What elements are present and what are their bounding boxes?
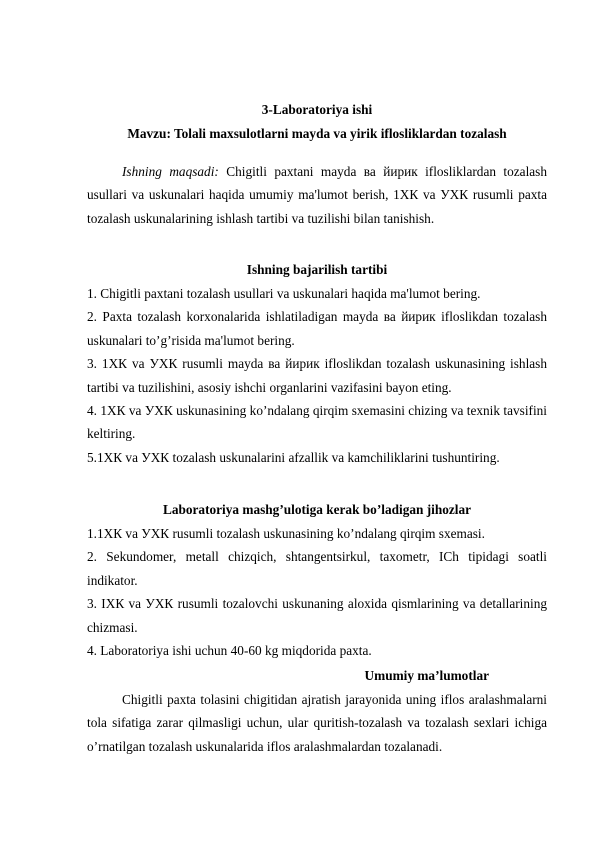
lab-title: 3-Laboratoriya ishi [261, 102, 373, 117]
general-paragraph: Chigitli paxta tolasini chigitidan ajratish jarayonida uning iflos aralashmalarni tola sifatiga zarar qilmasligi uchun, ular quritish-tozalash va tozalash sexlari ichiga o’rnatilgan tozalash uskunalarida iflos aralashmalardan tozalanadi. [87, 692, 547, 754]
equipment-item: 1.1ХК va УХК rusumli tozalash uskunasining ko’ndalang qirqim sxemasi. [87, 526, 485, 541]
procedure-item: 1. Chigitli paxtani tozalash usullari va uskunalari haqida ma'lumot bering. [87, 286, 481, 301]
purpose-paragraph [87, 160, 547, 230]
topic-line: Mavzu: Tolali maxsulotlarni mayda va yirik iflosliklardan tozalash [127, 126, 507, 141]
equipment-heading: Laboratoriya mashg’ulotiga kerak bo’ladigan jihozlar [162, 502, 472, 517]
general-heading: Umumiy ma’lumotlar [364, 668, 489, 683]
equipment-item: 4. Laboratoriya ishi uchun 40-60 kg miqdorida paxta. [87, 643, 372, 659]
procedure-list [87, 282, 547, 469]
equipment-list [87, 522, 547, 662]
equipment-item: 3. IХК va УХК rusumli tozalovchi uskunaning aloxida qismlarining va detallarining chizmasi. [87, 596, 547, 635]
procedure-item: 2. Paxta tozalash korxonalarida ishlatiladigan mayda ва йирик ifloslikdan tozalash uskunalari to’g’risida ma'lumot bering. [87, 309, 547, 348]
purpose-text: Chigitli paxtani mayda ва йирик iflosliklardan tozalash usullari va uskunalari haqida umumiy ma'lumot berish, 1ХК va УХК rusumli paxta tozalash uskunalarining ishlash tartibi va tuzilishi bilan tanishish. [87, 164, 547, 226]
procedure-heading: Ishning bajarilish tartibi [246, 262, 388, 277]
procedure-item: 3. 1ХК va УХК rusumli mayda ва йирик ifloslikdan tozalash uskunasining ishlash tartibi va tuzilishini, asosiy ishchi organlarini vazifasini bayon eting. [87, 356, 547, 395]
procedure-item: 4. 1ХК va УХК uskunasining ko’ndalang qirqim sxemasini chizing va texnik tavsifini keltiring. [87, 403, 547, 442]
equipment-item: 2. Sekundomer, metall chizqich, shtangentsirkul, taxometr, ICh tipidagi soatli indikator. [87, 549, 547, 588]
purpose-label: Ishning maqsadi: [122, 164, 219, 179]
procedure-item: 5.1ХК va УХК tozalash uskunalarini afzallik va kamchiliklarini tushuntiring. [87, 449, 500, 465]
